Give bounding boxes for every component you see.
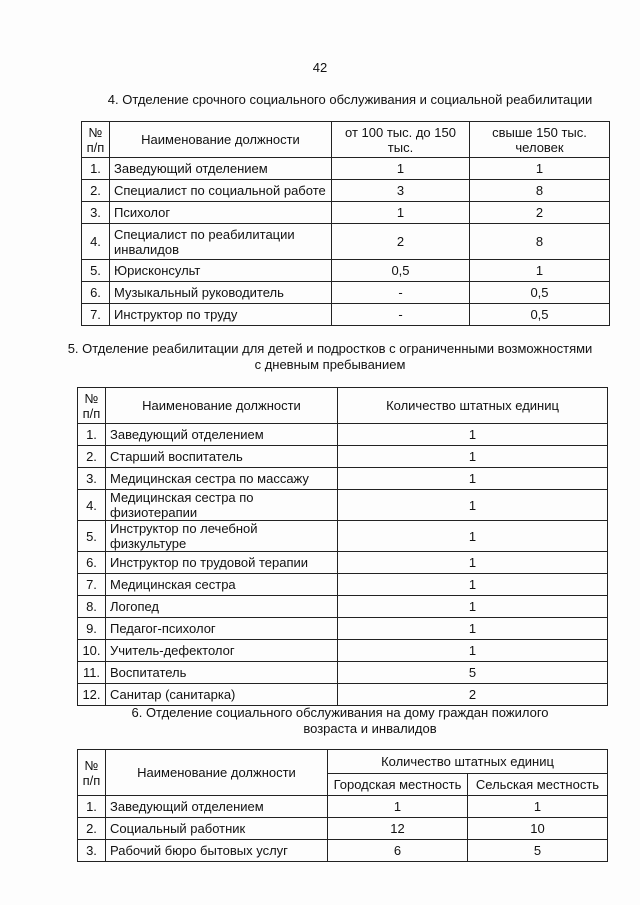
section-5-title-line1: 5. Отделение реабилитации для детей и подростков с ограниченными возможностями xyxy=(67,341,593,356)
table-row: 1. Заведующий отделением 1 1 xyxy=(78,796,608,818)
header-count: Количество штатных единиц xyxy=(338,388,608,424)
header-name: Наименование должности xyxy=(110,122,332,158)
table-row: 4. Медицинская сестра по физиотерапии 1 xyxy=(78,490,608,521)
header-num: № п/п xyxy=(78,388,106,424)
table-row: 3. Рабочий бюро бытовых услуг 6 5 xyxy=(78,840,608,862)
header-urban: Городская местность xyxy=(328,774,468,796)
section-5-table xyxy=(77,387,608,706)
section-6-title xyxy=(60,705,620,737)
header-name: Наименование должности xyxy=(106,750,328,796)
section-5-title xyxy=(40,341,620,373)
table-row: 11. Воспитатель 5 xyxy=(78,662,608,684)
table-row: 7. Инструктор по труду - 0,5 xyxy=(82,304,610,326)
table-row: 1. Заведующий отделением 1 1 xyxy=(82,158,610,180)
table-row: 3. Психолог 1 2 xyxy=(82,202,610,224)
table-row: 1. Заведующий отделением 1 xyxy=(78,424,608,446)
table-row: 2. Социальный работник 12 10 xyxy=(78,818,608,840)
section-6-table xyxy=(77,749,608,862)
page-number: 42 xyxy=(312,60,328,75)
table-row: 9. Педагог-психолог 1 xyxy=(78,618,608,640)
table-row: 5. Юрисконсульт 0,5 1 xyxy=(82,260,610,282)
table-row: 6. Инструктор по трудовой терапии 1 xyxy=(78,552,608,574)
table-row: 2. Специалист по социальной работе 3 8 xyxy=(82,180,610,202)
header-col-b: свыше 150 тыс. человек xyxy=(470,122,610,158)
header-num: № п/п xyxy=(78,750,106,796)
section-4-table xyxy=(81,121,610,326)
section-6-title-line2: возраста и инвалидов xyxy=(303,721,437,736)
header-col-a: от 100 тыс. до 150 тыс. xyxy=(332,122,470,158)
header-count: Количество штатных единиц xyxy=(328,750,608,774)
table-row: 6. Музыкальный руководитель - 0,5 xyxy=(82,282,610,304)
table-row: 8. Логопед 1 xyxy=(78,596,608,618)
table-row: 3. Медицинская сестра по массажу 1 xyxy=(78,468,608,490)
header-num: № п/п xyxy=(82,122,110,158)
table-row: 2. Старший воспитатель 1 xyxy=(78,446,608,468)
table-row: 12. Санитар (санитарка) 2 xyxy=(78,684,608,706)
section-6-title-line1: 6. Отделение социального обслуживания на дому граждан пожилого xyxy=(131,705,549,720)
table-row: 10. Учитель-дефектолог 1 xyxy=(78,640,608,662)
header-rural: Сельская местность xyxy=(468,774,608,796)
table-row: 4. Специалист по реабилитации инвалидов 2 8 xyxy=(82,224,610,260)
table-row: 7. Медицинская сестра 1 xyxy=(78,574,608,596)
header-name: Наименование должности xyxy=(106,388,338,424)
section-5-title-line2: с дневным пребыванием xyxy=(254,357,406,372)
table-row: 5. Инструктор по лечебной физкультуре 1 xyxy=(78,521,608,552)
section-4-title: 4. Отделение срочного социального обслуживания и социальной реабилитации xyxy=(107,92,593,107)
